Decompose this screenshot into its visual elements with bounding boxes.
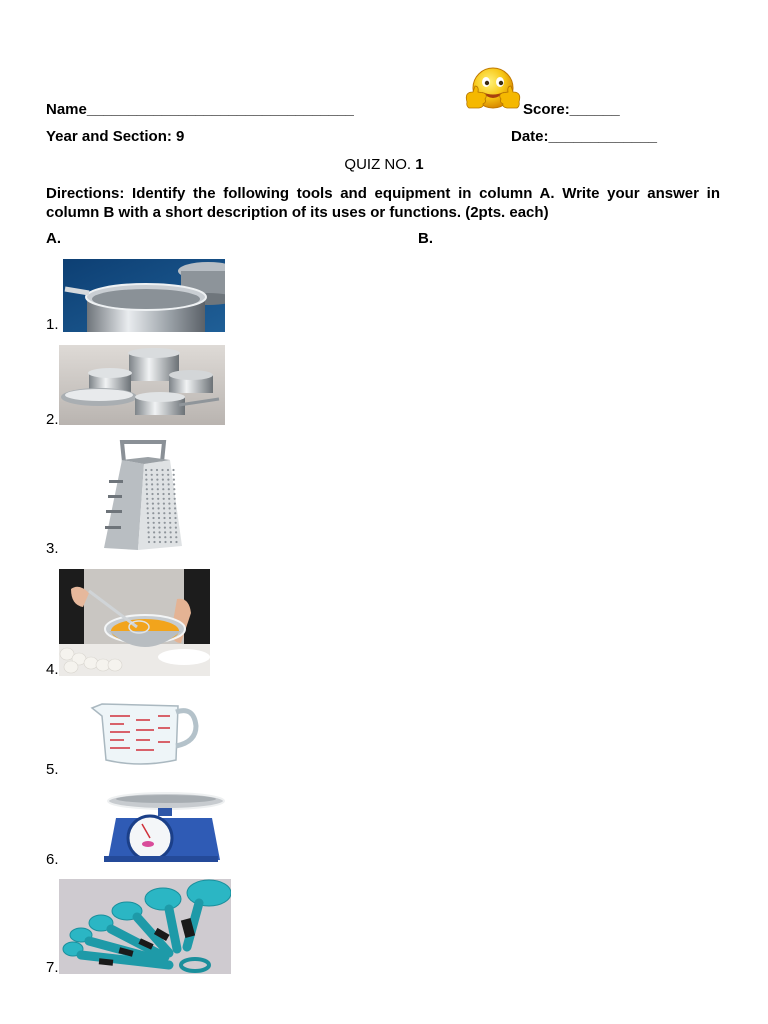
item-number: 6. <box>46 851 59 868</box>
score-field: Score:______ <box>523 101 620 118</box>
saucepan-photo <box>63 259 225 332</box>
kitchen-scale-photo <box>102 790 226 864</box>
measuring-cup-photo <box>90 702 200 768</box>
quiz-title-prefix: QUIZ NO. <box>344 156 416 173</box>
date-field: Date:_____________ <box>511 128 657 145</box>
item-number: 7. <box>46 959 59 976</box>
item-number: 1. <box>46 316 59 333</box>
item-number: 3. <box>46 540 59 557</box>
thumbs-up-smiley-icon <box>463 66 523 116</box>
item-number: 4. <box>46 661 59 678</box>
name-field: Name________________________________ <box>46 101 354 118</box>
quiz-number: 1 <box>415 156 424 173</box>
measuring-spoons-photo <box>59 879 231 974</box>
column-b-label: B. <box>418 230 433 247</box>
whisk-and-bowl-photo <box>59 569 210 676</box>
item-number: 5. <box>46 761 59 778</box>
directions: Directions: Identify the following tools and equipment in column A. Write your answer in column B with a short description of its uses or functions. (2pts. each) <box>46 185 720 221</box>
year-section-field: Year and Section: 9 <box>46 128 185 145</box>
column-a-label: A. <box>46 230 61 247</box>
quiz-title <box>0 156 768 173</box>
item-number: 2. <box>46 411 59 428</box>
box-grater-photo <box>100 440 184 551</box>
cookware-set-photo <box>59 345 225 425</box>
